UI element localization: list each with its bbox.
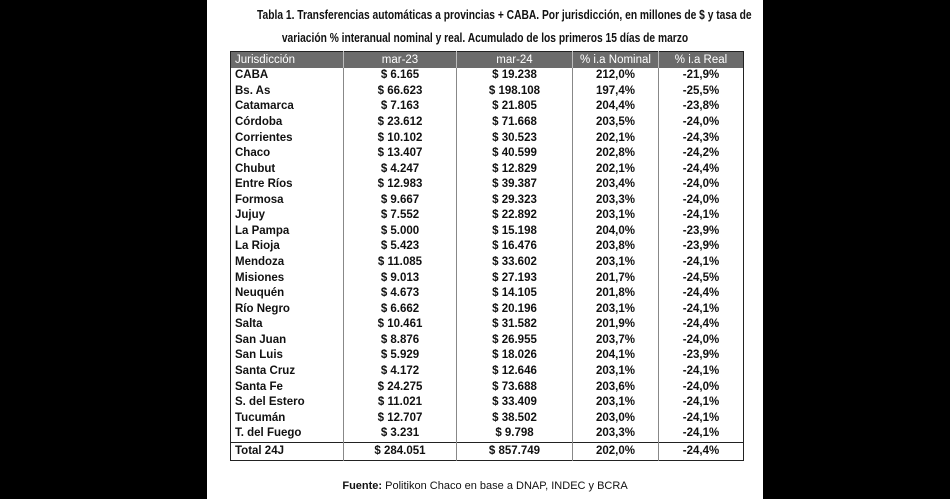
total-cell-nominal: 202,0% bbox=[573, 442, 659, 460]
table-row bbox=[231, 395, 744, 411]
header-mar-23: mar-23 bbox=[344, 52, 457, 69]
cell-mar-23: $ 7.552 bbox=[344, 208, 457, 224]
cell-real: -25,5% bbox=[682, 84, 720, 97]
cell-real: -24,3% bbox=[682, 131, 720, 144]
cell-mar-23: $ 11.085 bbox=[344, 255, 457, 271]
cell-nominal: 204,4% bbox=[573, 99, 659, 115]
cell-mar-23: $ 4.172 bbox=[344, 364, 457, 380]
cell-mar-24: $ 33.409 bbox=[457, 395, 573, 411]
cell-real: -24,0% bbox=[682, 193, 720, 206]
cell-nominal: 202,1% bbox=[573, 130, 659, 146]
cell-jurisdiccion: Entre Ríos bbox=[231, 177, 344, 193]
cell-mar-24: $ 20.196 bbox=[457, 301, 573, 317]
total-cell-real: -24,4% bbox=[659, 442, 744, 460]
cell-mar-23: $ 6.165 bbox=[344, 68, 457, 84]
cell-nominal: 203,3% bbox=[573, 426, 659, 442]
cell-nominal: 203,1% bbox=[573, 255, 659, 271]
cell-jurisdiccion: Salta bbox=[231, 317, 344, 333]
cell-jurisdiccion: Tucumán bbox=[231, 410, 344, 426]
cell-nominal: 212,0% bbox=[573, 68, 659, 84]
cell-nominal: 203,7% bbox=[573, 333, 659, 349]
cell-jurisdiccion: Catamarca bbox=[231, 99, 344, 115]
cell-nominal: 203,4% bbox=[573, 177, 659, 193]
cell-mar-23: $ 5.929 bbox=[344, 348, 457, 364]
table-row bbox=[231, 255, 744, 271]
cell-real: -24,1% bbox=[682, 302, 720, 315]
cell-jurisdiccion: Santa Fe bbox=[231, 379, 344, 395]
table-row bbox=[231, 317, 744, 333]
cell-jurisdiccion: Neuquén bbox=[231, 286, 344, 302]
table-row bbox=[231, 239, 744, 255]
cell-jurisdiccion: Chubut bbox=[231, 161, 344, 177]
cell-jurisdiccion: La Pampa bbox=[231, 224, 344, 240]
source-note bbox=[207, 480, 763, 492]
cell-mar-24: $ 29.323 bbox=[457, 193, 573, 209]
table-row bbox=[231, 84, 744, 100]
source-text: Politikon Chaco en base a DNAP, INDEC y BCRA bbox=[382, 480, 628, 492]
cell-nominal: 203,1% bbox=[573, 301, 659, 317]
cell-nominal: 203,1% bbox=[573, 208, 659, 224]
cell-mar-24: $ 40.599 bbox=[457, 146, 573, 162]
header-mar-24: mar-24 bbox=[457, 52, 573, 69]
table-row bbox=[231, 115, 744, 131]
cell-mar-24: $ 22.892 bbox=[457, 208, 573, 224]
cell-mar-23: $ 12.707 bbox=[344, 410, 457, 426]
cell-mar-23: $ 13.407 bbox=[344, 146, 457, 162]
total-row bbox=[231, 442, 744, 460]
transfers-table bbox=[230, 51, 744, 461]
cell-mar-24: $ 12.646 bbox=[457, 364, 573, 380]
cell-nominal: 204,1% bbox=[573, 348, 659, 364]
cell-jurisdiccion: S. del Estero bbox=[231, 395, 344, 411]
cell-real: -24,1% bbox=[682, 256, 720, 269]
cell-real: -24,1% bbox=[682, 396, 720, 409]
cell-nominal: 203,5% bbox=[573, 115, 659, 131]
total-cell-mar-24: $ 857.749 bbox=[457, 442, 573, 460]
table-row bbox=[231, 99, 744, 115]
cell-mar-23: $ 10.102 bbox=[344, 130, 457, 146]
cell-real: -23,9% bbox=[682, 349, 720, 362]
cell-real: -24,1% bbox=[682, 411, 720, 424]
cell-mar-23: $ 11.021 bbox=[344, 395, 457, 411]
cell-jurisdiccion: Jujuy bbox=[231, 208, 344, 224]
cell-mar-24: $ 73.688 bbox=[457, 379, 573, 395]
cell-mar-23: $ 10.461 bbox=[344, 317, 457, 333]
cell-nominal: 203,8% bbox=[573, 239, 659, 255]
cell-mar-24: $ 15.198 bbox=[457, 224, 573, 240]
cell-mar-23: $ 66.623 bbox=[344, 84, 457, 100]
cell-nominal: 203,0% bbox=[573, 410, 659, 426]
cell-jurisdiccion: Corrientes bbox=[231, 130, 344, 146]
cell-mar-24: $ 71.668 bbox=[457, 115, 573, 131]
cell-mar-23: $ 12.983 bbox=[344, 177, 457, 193]
cell-mar-23: $ 9.013 bbox=[344, 270, 457, 286]
cell-nominal: 202,8% bbox=[573, 146, 659, 162]
cell-jurisdiccion: San Juan bbox=[231, 333, 344, 349]
table-row bbox=[231, 301, 744, 317]
cell-mar-23: $ 24.275 bbox=[344, 379, 457, 395]
cell-nominal: 203,1% bbox=[573, 395, 659, 411]
table-row bbox=[231, 224, 744, 240]
cell-nominal: 203,1% bbox=[573, 364, 659, 380]
cell-mar-23: $ 7.163 bbox=[344, 99, 457, 115]
table-row bbox=[231, 208, 744, 224]
table-title-line-1: Tabla 1. Transferencias automáticas a provincias + CABA. Por jurisdicción, en millones de $ y tasa de bbox=[257, 8, 752, 22]
cell-mar-24: $ 26.955 bbox=[457, 333, 573, 349]
cell-mar-24: $ 30.523 bbox=[457, 130, 573, 146]
table-row bbox=[231, 130, 744, 146]
cell-real: -24,1% bbox=[682, 209, 720, 222]
cell-real: -21,9% bbox=[682, 69, 720, 82]
cell-jurisdiccion: T. del Fuego bbox=[231, 426, 344, 442]
cell-mar-24: $ 33.602 bbox=[457, 255, 573, 271]
cell-nominal: 204,0% bbox=[573, 224, 659, 240]
cell-mar-24: $ 31.582 bbox=[457, 317, 573, 333]
cell-real: -24,4% bbox=[682, 287, 720, 300]
cell-mar-24: $ 198.108 bbox=[457, 84, 573, 100]
cell-mar-24: $ 21.805 bbox=[457, 99, 573, 115]
cell-real: -24,5% bbox=[682, 271, 720, 284]
document-page bbox=[207, 0, 763, 499]
cell-jurisdiccion: Formosa bbox=[231, 193, 344, 209]
cell-real: -24,0% bbox=[682, 380, 720, 393]
cell-mar-24: $ 14.105 bbox=[457, 286, 573, 302]
cell-nominal: 202,1% bbox=[573, 161, 659, 177]
cell-jurisdiccion: Córdoba bbox=[231, 115, 344, 131]
cell-mar-23: $ 8.876 bbox=[344, 333, 457, 349]
table-row bbox=[231, 426, 744, 442]
header-nominal: % i.a Nominal bbox=[573, 52, 659, 69]
cell-real: -24,4% bbox=[682, 318, 720, 331]
cell-real: -24,0% bbox=[682, 178, 720, 191]
table-header-row bbox=[231, 52, 744, 69]
table-row bbox=[231, 177, 744, 193]
cell-nominal: 203,3% bbox=[573, 193, 659, 209]
cell-real: -24,1% bbox=[682, 427, 720, 440]
cell-jurisdiccion: San Luis bbox=[231, 348, 344, 364]
cell-real: -24,0% bbox=[682, 333, 720, 346]
table-row bbox=[231, 410, 744, 426]
cell-nominal: 201,8% bbox=[573, 286, 659, 302]
cell-mar-24: $ 16.476 bbox=[457, 239, 573, 255]
cell-mar-24: $ 9.798 bbox=[457, 426, 573, 442]
cell-mar-23: $ 3.231 bbox=[344, 426, 457, 442]
cell-jurisdiccion: Chaco bbox=[231, 146, 344, 162]
cell-real: -23,8% bbox=[682, 100, 720, 113]
header-jurisdiccion: Jurisdicción bbox=[231, 52, 344, 69]
table-body bbox=[231, 68, 744, 460]
cell-jurisdiccion: Río Negro bbox=[231, 301, 344, 317]
cell-jurisdiccion: La Rioja bbox=[231, 239, 344, 255]
source-label: Fuente: bbox=[342, 480, 383, 492]
cell-mar-23: $ 23.612 bbox=[344, 115, 457, 131]
cell-mar-24: $ 18.026 bbox=[457, 348, 573, 364]
table-row bbox=[231, 146, 744, 162]
cell-mar-23: $ 9.667 bbox=[344, 193, 457, 209]
cell-mar-23: $ 4.247 bbox=[344, 161, 457, 177]
cell-nominal: 203,6% bbox=[573, 379, 659, 395]
cell-jurisdiccion: Mendoza bbox=[231, 255, 344, 271]
total-cell-jurisdiccion: Total 24J bbox=[231, 442, 344, 460]
cell-real: -23,9% bbox=[682, 240, 720, 253]
table-row bbox=[231, 286, 744, 302]
cell-mar-24: $ 19.238 bbox=[457, 68, 573, 84]
cell-jurisdiccion: CABA bbox=[231, 68, 344, 84]
cell-jurisdiccion: Santa Cruz bbox=[231, 364, 344, 380]
cell-real: -23,9% bbox=[682, 224, 720, 237]
table-row bbox=[231, 270, 744, 286]
header-real: % i.a Real bbox=[659, 52, 744, 69]
table-row bbox=[231, 68, 744, 84]
table-title-line-2: variación % interanual nominal y real. Acumulado de los primeros 15 días de marzo bbox=[281, 31, 689, 45]
cell-nominal: 201,9% bbox=[573, 317, 659, 333]
cell-jurisdiccion: Bs. As bbox=[231, 84, 344, 100]
table-row bbox=[231, 333, 744, 349]
table-row bbox=[231, 364, 744, 380]
cell-real: -24,0% bbox=[682, 115, 720, 128]
cell-real: -24,4% bbox=[682, 162, 720, 175]
cell-real: -24,2% bbox=[682, 147, 720, 160]
cell-mar-23: $ 4.673 bbox=[344, 286, 457, 302]
table-row bbox=[231, 348, 744, 364]
cell-nominal: 197,4% bbox=[573, 84, 659, 100]
cell-mar-24: $ 27.193 bbox=[457, 270, 573, 286]
cell-jurisdiccion: Misiones bbox=[231, 270, 344, 286]
table-row bbox=[231, 161, 744, 177]
cell-mar-24: $ 12.829 bbox=[457, 161, 573, 177]
cell-nominal: 201,7% bbox=[573, 270, 659, 286]
table-row bbox=[231, 193, 744, 209]
total-cell-mar-23: $ 284.051 bbox=[344, 442, 457, 460]
cell-mar-23: $ 5.423 bbox=[344, 239, 457, 255]
cell-mar-23: $ 5.000 bbox=[344, 224, 457, 240]
cell-mar-23: $ 6.662 bbox=[344, 301, 457, 317]
cell-mar-24: $ 38.502 bbox=[457, 410, 573, 426]
cell-mar-24: $ 39.387 bbox=[457, 177, 573, 193]
table-row bbox=[231, 379, 744, 395]
cell-real: -24,1% bbox=[682, 364, 720, 377]
